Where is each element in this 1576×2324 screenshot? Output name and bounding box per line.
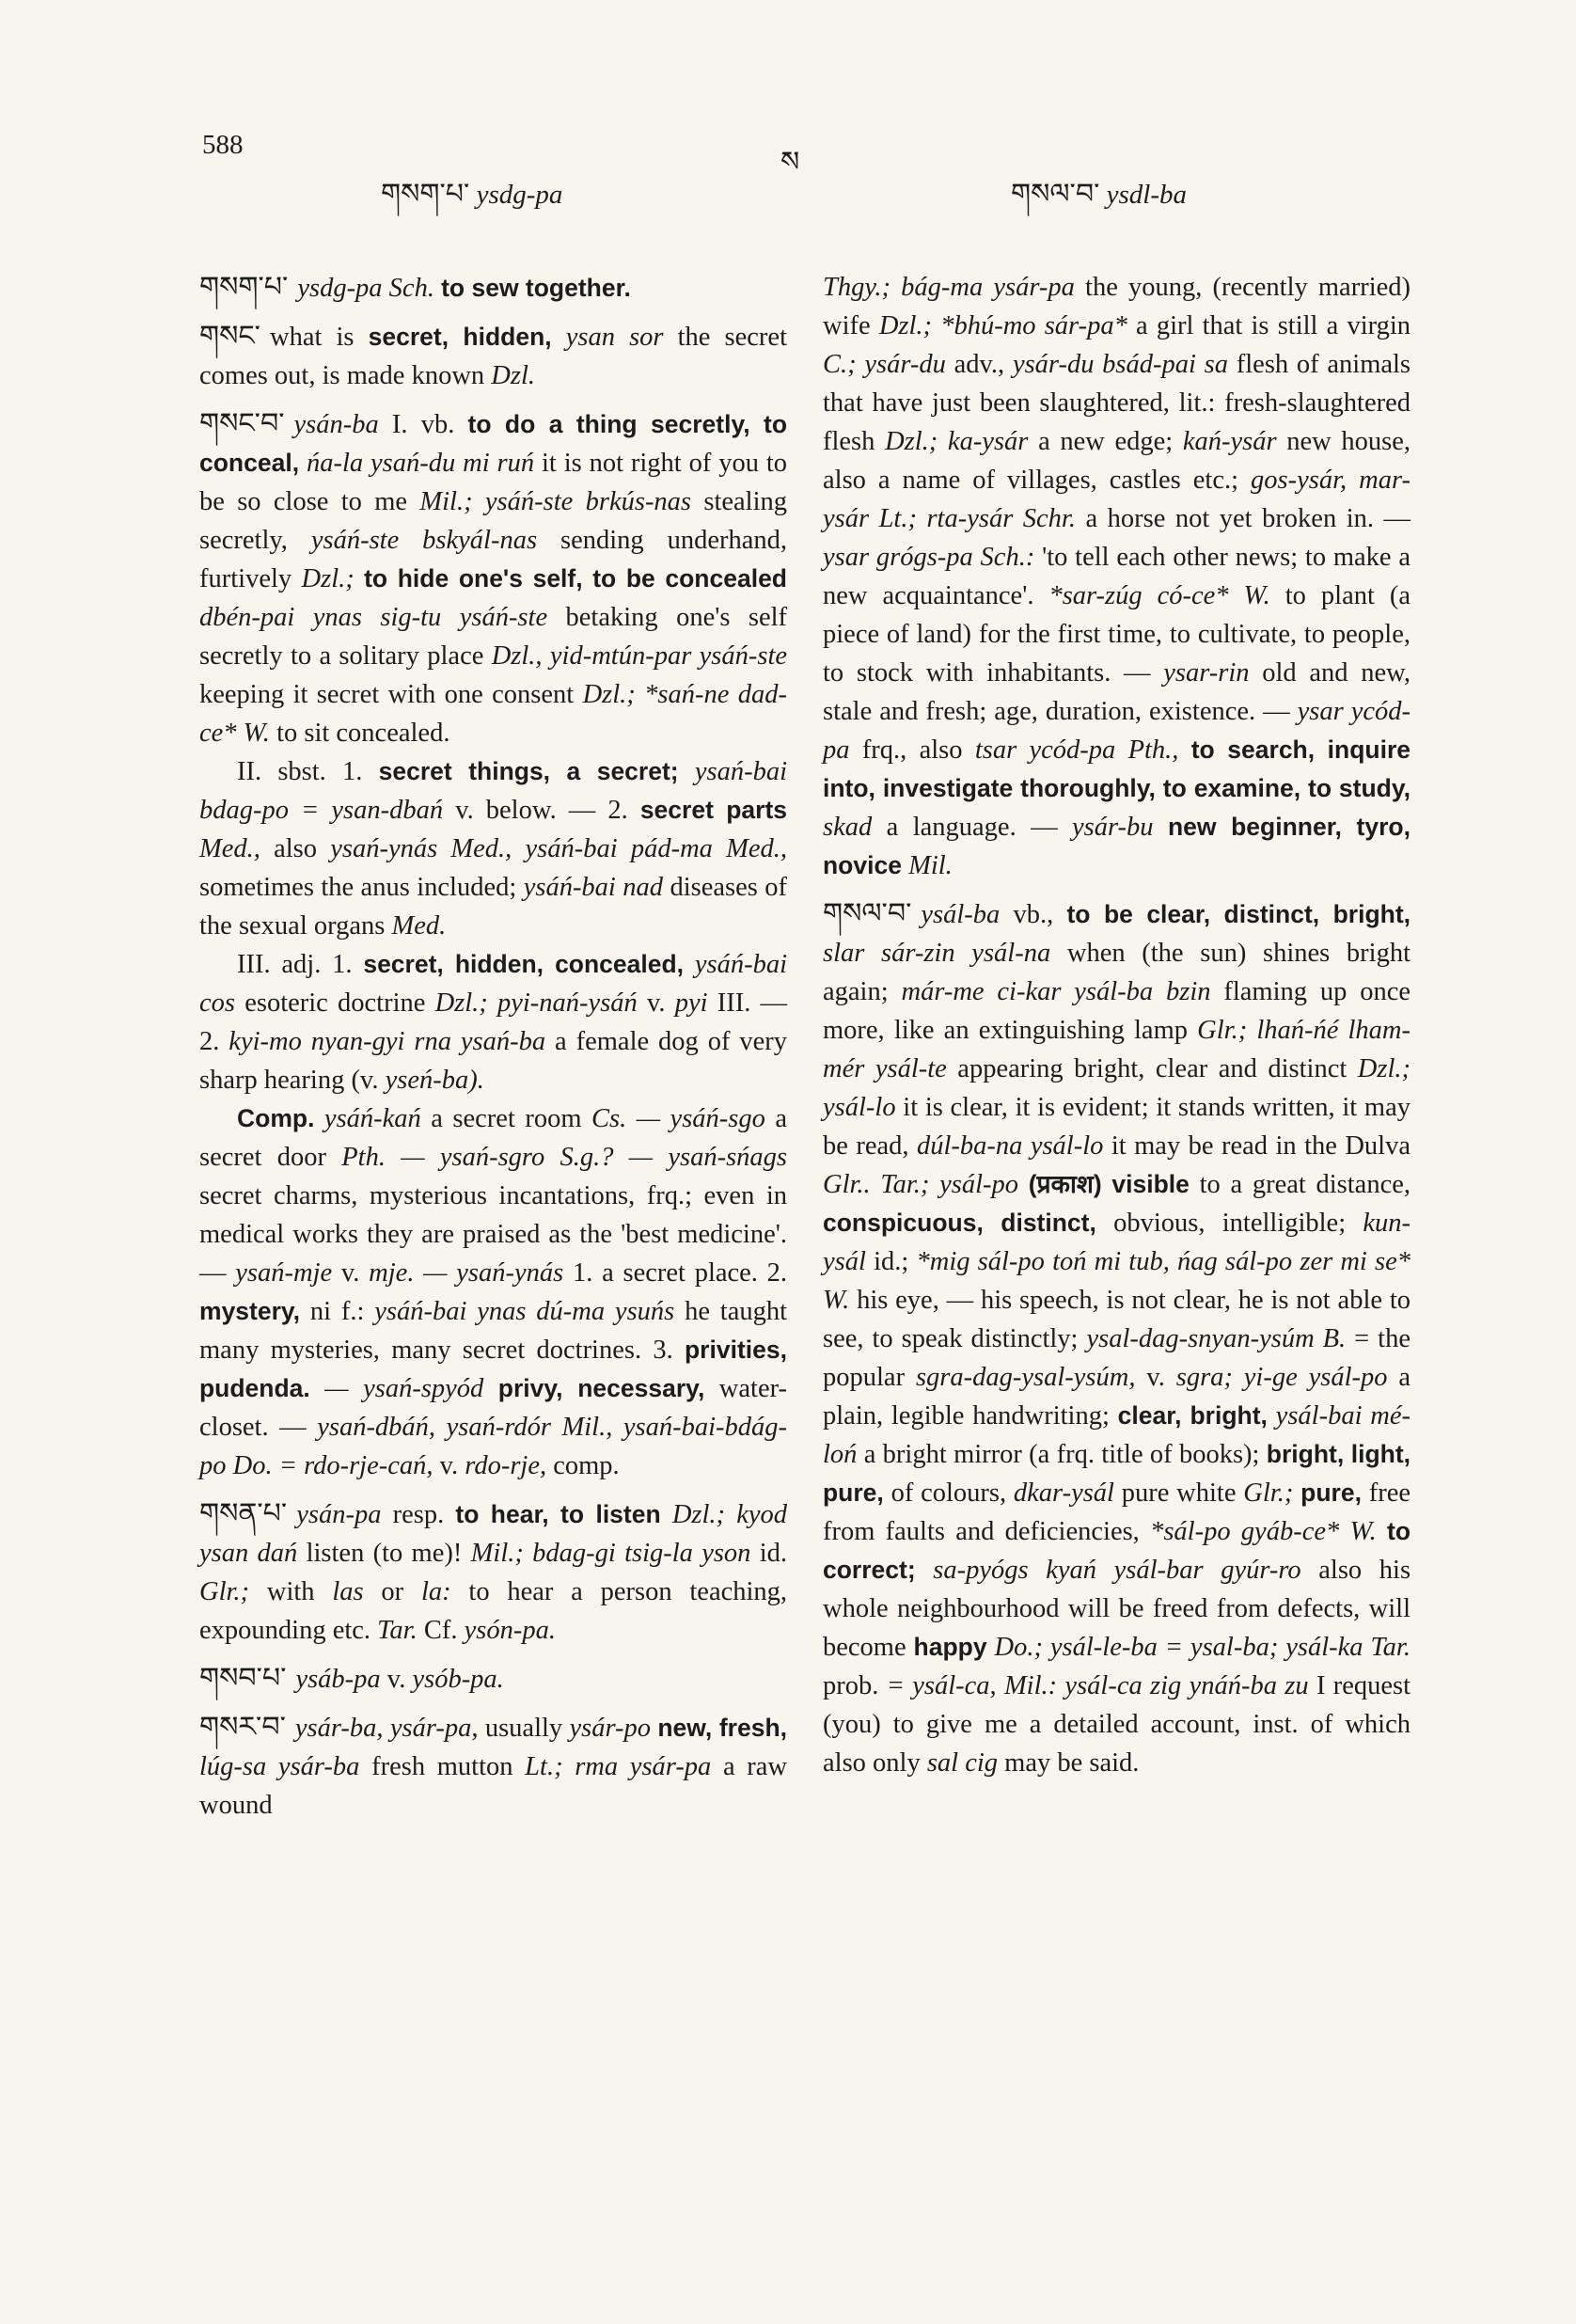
example: már-me ci-kar ysál-ba bzin	[901, 977, 1211, 1006]
example: slar sár-zin ysál-na	[823, 939, 1051, 968]
example: kań-ysár	[1182, 427, 1277, 456]
text: III. adj. 1.	[237, 950, 353, 979]
source: Mil.	[908, 851, 953, 880]
right-guide-translit: ysdl-ba	[1106, 180, 1188, 210]
definition: privities, pudenda.	[199, 1336, 787, 1402]
text: free from faults and deficiencies,	[823, 1478, 1411, 1546]
example: dbén-pai ynas sig-tu ysáń-ste	[199, 603, 548, 632]
text: usually	[484, 1714, 563, 1743]
definition: pure,	[1300, 1478, 1362, 1507]
text: or	[381, 1577, 404, 1606]
text: 'to tell each other news; to make a new acquaintance'.	[823, 543, 1411, 610]
headword-tibetan: གསག་པ་	[199, 271, 289, 304]
source: Dzl.;	[301, 564, 355, 593]
example: ysáń-ste bskyál-nas	[310, 526, 538, 555]
example: ysan sor	[565, 323, 664, 352]
cross-reference: ysób-pa.	[412, 1665, 504, 1694]
example: ysár-po	[569, 1714, 652, 1743]
text: vb.,	[1013, 900, 1054, 929]
example: *mig sál-po toń mi tub, ńag sál-po zer mi se* W.	[823, 1247, 1411, 1315]
cross-reference: rdo-rje,	[465, 1451, 547, 1480]
definition: conspicuous, distinct,	[823, 1209, 1096, 1237]
headword-tibetan: གསན་པ་	[199, 1497, 288, 1530]
text: v.	[439, 1451, 459, 1480]
example: Glr.; lhań-ńé lham-mér ysál-te	[823, 1016, 1411, 1083]
example: ysań-dbáń, ysań-rdór Mil., ysań-bai-bdág-po Do. = rdo-rje-cań,	[199, 1413, 788, 1480]
text: a female dog of very sharp hearing (v.	[199, 1027, 788, 1095]
example: ysáń-bai nad	[523, 873, 664, 902]
left-guide-translit: ysdg-pa	[476, 180, 563, 210]
text: old and new, stale and fresh; age, duration, existence. —	[823, 658, 1411, 726]
sense-3	[199, 945, 787, 1099]
entry-ysab-pa	[199, 1659, 787, 1699]
text: a secret door	[199, 1104, 788, 1172]
text: stealing secretly,	[199, 487, 788, 555]
text: v.	[386, 1665, 406, 1694]
text: it may be read in the Dulva	[1111, 1131, 1411, 1161]
text: adv.,	[953, 350, 1005, 379]
example: ysań-bai bdag-po = ysan-dbań	[199, 757, 788, 825]
example: ysáń-bai cos	[199, 950, 788, 1018]
example: ysar-rin	[1163, 658, 1250, 688]
text: water-closet. —	[199, 1374, 788, 1442]
cross-reference: ysón-pa.	[464, 1616, 556, 1645]
example: las	[332, 1577, 364, 1606]
example: Dzl.; ka-ysár	[885, 427, 1029, 456]
example: Dzl.; pyi-nań-ysáń	[434, 988, 638, 1018]
example: C.; ysár-du	[823, 350, 946, 379]
compounds	[199, 1099, 787, 1485]
text: when (the sun) shines bright again;	[823, 939, 1411, 1006]
text: to hear a person teaching, expounding etc.	[199, 1577, 788, 1645]
headword: ysáb-pa	[295, 1665, 381, 1694]
example: Dzl.; *sań-ne dad-ce* W.	[199, 680, 788, 748]
example: sal cig	[926, 1748, 999, 1778]
cross-reference: yseń-ba).	[385, 1066, 484, 1095]
text: also	[274, 834, 318, 863]
entry-ysal-ba	[823, 894, 1411, 1782]
example: tsar ycód-pa Pth.,	[974, 735, 1179, 765]
definition: happy	[913, 1633, 987, 1661]
text: comp.	[553, 1451, 620, 1480]
example: la:	[420, 1577, 451, 1606]
example: Dzl.; kyod ysan dań	[199, 1500, 787, 1568]
example: sgra-dag-ysal-ysúm,	[915, 1363, 1136, 1392]
text: a raw wound	[199, 1752, 788, 1820]
center-letter: ས	[780, 146, 800, 179]
headword-tibetan: གསལ་བ་	[823, 897, 912, 930]
example: sgra; yi-ge ysál-po	[1175, 1363, 1388, 1392]
text: his eye, — his speech, is not clear, he is not able to see, to speak distinctly;	[823, 1286, 1411, 1353]
text: to a great distance,	[1199, 1170, 1411, 1199]
headword-tibetan: གསང་བ་	[199, 407, 285, 440]
text: with	[266, 1577, 315, 1606]
entry-ysar-ba-continued	[823, 268, 1411, 885]
example: Do.; ysál-le-ba = ysal-ba; ysál-ka Tar.	[994, 1633, 1411, 1662]
example: dúl-ba-na ysál-lo	[916, 1131, 1104, 1161]
example: ysań-ynás Med., ysáń-bai pád-ma Med.,	[330, 834, 787, 863]
text: obvious, intelligible;	[1113, 1209, 1347, 1238]
sense-2	[199, 752, 787, 945]
text: fresh mutton	[371, 1752, 513, 1781]
text: I request (you) to give me a detailed account, inst. of which also only	[823, 1671, 1411, 1778]
definition: bright, light, pure,	[823, 1440, 1411, 1507]
example: = ysál-ca, Mil.: ysál-ca zig ynáń-ba zu	[886, 1671, 1309, 1700]
comp-label: Comp.	[237, 1104, 315, 1132]
example: ysár-du bsád-pai sa	[1012, 350, 1229, 379]
text: flesh of animals that have just been slaughtered, lit.: fresh-slaughtered flesh	[823, 350, 1411, 456]
right-guide-word	[1011, 178, 1188, 211]
text: ni f.:	[309, 1297, 365, 1326]
source: Glr.;	[199, 1577, 250, 1606]
source: Med.	[391, 911, 447, 941]
example: sa-pyógs kyań ysál-bar gyúr-ro	[933, 1556, 1301, 1585]
text: secret charms, mysterious incantations, frq.; even in medical works they are praised as the 'best medicine'. —	[199, 1181, 787, 1288]
definition: secret, hidden, concealed,	[363, 950, 685, 978]
example: — ysań-spyód	[324, 1374, 484, 1403]
text: to plant (a piece of land) for the first time, to cultivate, to people, to stock with inhabitants. —	[823, 581, 1411, 688]
definition: clear, bright,	[1117, 1401, 1268, 1430]
text: diseases of the sexual organs	[199, 873, 788, 941]
text: II. sbst. 1.	[237, 757, 363, 786]
text: keeping it secret with one consent	[199, 680, 575, 709]
example: *sál-po gyáb-ce* W.	[1150, 1517, 1377, 1546]
text: he taught many mysteries, many secret doctrines. 3.	[199, 1297, 788, 1365]
example: Mil.; ysáń-ste brkús-nas	[419, 487, 692, 516]
text: v.	[340, 1258, 360, 1288]
entry-ysan-pa	[199, 1494, 787, 1650]
text: I. vb.	[391, 410, 455, 439]
text: a new edge;	[1038, 427, 1174, 456]
right-guide-tibetan: གསལ་བ་	[1011, 178, 1100, 211]
example: skad	[823, 813, 873, 842]
text: v.	[1146, 1363, 1165, 1392]
definition: secret parts	[639, 796, 788, 824]
text: listen (to me)!	[306, 1539, 463, 1568]
text: III. — 2.	[199, 988, 788, 1056]
headword: ysán-ba	[293, 410, 379, 439]
text: it is clear, it is evident; it stands written, it may be read,	[823, 1093, 1411, 1161]
example: Lt.; rma ysár-pa	[525, 1752, 712, 1781]
left-column	[199, 268, 787, 1825]
example: ysar ycód-pa	[823, 697, 1411, 765]
entry-ysan-ba	[199, 404, 787, 752]
example: ysár-bu	[1072, 813, 1154, 842]
text: may be said.	[1004, 1748, 1140, 1778]
definition: visible	[1111, 1170, 1190, 1198]
headword: ysdg-pa Sch.	[297, 274, 434, 303]
source: Glr.;	[1243, 1478, 1294, 1508]
example: kyi-mo nyan-gyi rna ysań-ba	[229, 1027, 546, 1056]
definition: to do a thing secretly, to conceal,	[199, 410, 788, 477]
text: id.;	[874, 1247, 909, 1276]
text: frq., also	[861, 735, 963, 765]
text: the young, (recently married) wife	[823, 273, 1411, 340]
example: Pth. — ysań-sgro S.g.? — ysań-sńags	[341, 1143, 788, 1172]
text: Cf.	[423, 1616, 458, 1645]
text: prob.	[823, 1671, 879, 1700]
source: Med.,	[199, 834, 260, 863]
source: Dzl.	[491, 361, 536, 390]
text: flaming up once more, like an extinguishing lamp	[823, 977, 1411, 1045]
headword: ysár-ba, ysár-pa,	[294, 1714, 479, 1743]
example: ysál-bai mé-loń	[823, 1401, 1411, 1469]
text: a secret room	[431, 1104, 582, 1133]
example: Dzl.; *bhú-mo sár-pa*	[878, 311, 1127, 340]
text: the secret comes out, is made known	[199, 323, 787, 390]
definition: secret things, a secret;	[378, 757, 679, 785]
headword-tibetan: གསར་བ་	[199, 1711, 286, 1744]
text: what is	[269, 323, 355, 352]
definition: to hide one's self, to be concealed	[364, 564, 787, 593]
definition: to search, inquire into, investigate thoroughly, to examine, to study,	[823, 735, 1411, 802]
example: gos-ysár, mar-ysár Lt.; rta-ysár Schr.	[823, 466, 1411, 533]
example: ńa-la ysań-du mi ruń	[306, 449, 535, 478]
headword: ysál-ba	[921, 900, 1001, 929]
example: ysar grógs-pa Sch.:	[823, 543, 1035, 572]
definition: privy, necessary,	[497, 1374, 705, 1402]
text: sometimes the anus included;	[199, 873, 517, 902]
example: ysań-mje	[235, 1258, 333, 1288]
example: Thgy.; bág-ma ysár-pa	[823, 273, 1075, 302]
page-number: 588	[202, 130, 244, 160]
headword: ysán-pa	[296, 1500, 382, 1529]
definition: new beginner, tyro, novice	[823, 813, 1411, 879]
example: Cs. — ysáń-sgo	[591, 1104, 765, 1133]
example: Dzl.; ysál-lo	[823, 1054, 1411, 1122]
headword-tibetan: གསབ་པ་	[199, 1662, 287, 1695]
text: also his whole neighbourhood will be freed from defects, will become	[823, 1556, 1411, 1662]
right-column	[823, 268, 1411, 1782]
entry-ysag-pa	[199, 268, 787, 308]
text: v. below. — 2.	[455, 796, 628, 825]
example: *sar-zúg có-ce* W.	[1048, 581, 1270, 610]
text: betaking one's self secretly to a solitary place	[199, 603, 787, 671]
definition: secret, hidden,	[368, 323, 552, 351]
definition: new, fresh,	[657, 1714, 788, 1742]
example: kun-ysál	[823, 1209, 1411, 1276]
example: ysáń-kań	[323, 1104, 421, 1133]
headword-tibetan: གསང་	[199, 320, 260, 353]
text: it is not right of you to be so close to me	[199, 449, 788, 516]
example: ysáń-bai ynas dú-ma ysuńs	[374, 1297, 675, 1326]
source: Tar.	[377, 1616, 418, 1645]
example: lúg-sa ysár-ba	[199, 1752, 360, 1781]
text: new house, also a name of villages, castles etc.;	[823, 427, 1411, 495]
definition: to sew together.	[441, 274, 631, 302]
cross-reference: pyi	[674, 988, 708, 1018]
text: 1. a secret place. 2.	[573, 1258, 788, 1288]
example: dkar-ysál	[1013, 1478, 1114, 1508]
text: id.	[759, 1539, 788, 1568]
example: ysal-dag-snyan-ysúm B.	[1086, 1324, 1347, 1353]
definition: to hear, to listen	[455, 1500, 661, 1528]
left-guide-tibetan: གསག་པ་	[381, 178, 470, 211]
definition: mystery,	[199, 1297, 301, 1325]
text: pure white	[1121, 1478, 1237, 1508]
text: of colours,	[890, 1478, 1007, 1508]
text: = the popular	[823, 1324, 1411, 1392]
definition: to be clear, distinct, bright,	[1066, 900, 1411, 928]
entry-ysar-ba	[199, 1708, 787, 1825]
text: a bright mirror (a frq. title of books);	[863, 1440, 1260, 1469]
text: a plain, legible handwriting;	[823, 1363, 1411, 1431]
left-guide-word	[381, 178, 563, 211]
text: appearing bright, clear and distinct	[957, 1054, 1347, 1083]
entry-ysan	[199, 317, 787, 395]
text: a girl that is still a virgin	[1136, 311, 1411, 340]
example: Glr.. Tar.; ysál-po	[823, 1170, 1019, 1199]
text: a language. —	[886, 813, 1058, 842]
text: v.	[647, 988, 666, 1018]
example: Mil.; bdag-gi tsig-la yson	[470, 1539, 751, 1568]
text: to sit concealed.	[276, 719, 450, 748]
text: resp.	[392, 1500, 445, 1529]
example: mje. — ysań-ynás	[369, 1258, 564, 1288]
text: a horse not yet broken in. —	[1085, 504, 1411, 533]
example: Dzl., yid-mtún-par ysáń-ste	[491, 641, 788, 671]
text: esoteric doctrine	[244, 988, 426, 1018]
sanskrit-equivalent: (प्रकाश)	[1028, 1170, 1102, 1198]
definition: to correct;	[823, 1517, 1411, 1584]
text: sending underhand, furtively	[199, 526, 788, 593]
